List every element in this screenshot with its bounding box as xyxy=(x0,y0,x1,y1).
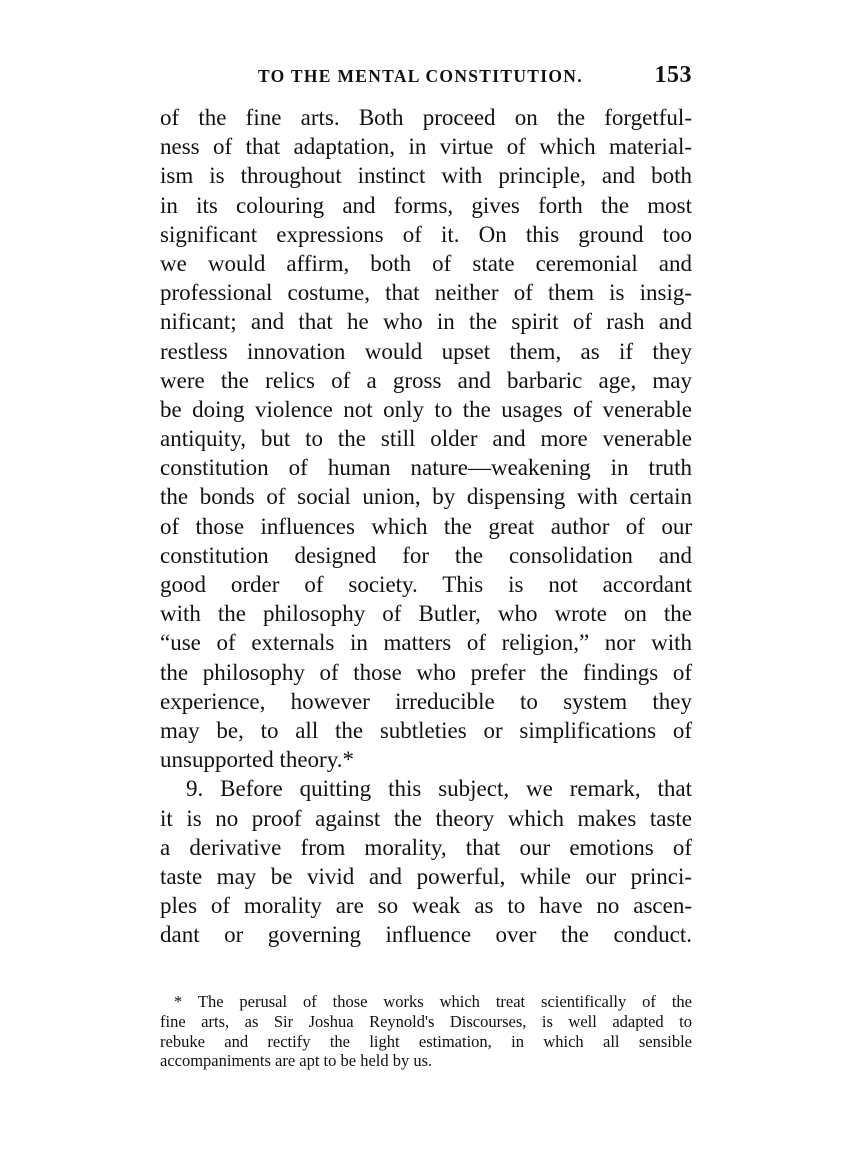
body-line: a derivative from morality, that our emotions of xyxy=(160,834,692,860)
body-text xyxy=(160,103,692,949)
body-line: were the relics of a gross and barbaric age, may xyxy=(160,367,692,393)
body-line: nificant; and that he who in the spirit of rash and xyxy=(160,309,692,335)
body-line: antiquity, but to the still older and more venerable xyxy=(160,426,692,452)
body-line: the bonds of social union, by dispensing with certain xyxy=(160,484,692,510)
body-line: of the fine arts. Both proceed on the forgetful- xyxy=(160,105,692,130)
body-line: professional costume, that neither of them is insig- xyxy=(160,280,692,306)
footnote xyxy=(160,992,692,1071)
body-line: it is no proof against the theory which makes taste xyxy=(160,805,692,831)
body-line: good order of society. This is not accordant xyxy=(160,572,692,597)
body-line: restless innovation would upset them, as if they xyxy=(160,338,692,364)
body-line: ples of morality are so weak as to have no ascen- xyxy=(160,893,692,919)
body-line: “use of externals in matters of religion,” nor with xyxy=(160,630,692,656)
body-line: constitution of human nature—weakening in truth xyxy=(160,455,692,481)
body-line: taste may be vivid and powerful, while our princi- xyxy=(160,863,692,889)
body-line: ness of that adaptation, in virtue of which material- xyxy=(160,134,692,160)
footnote-line: accompaniments are apt to be held by us. xyxy=(160,1051,433,1071)
body-line: we would affirm, both of state ceremonial and xyxy=(160,250,692,276)
body-line: experience, however irreducible to system they xyxy=(160,688,692,714)
footnote-line: rebuke and rectify the light estimation, in which all sensible xyxy=(160,1031,692,1051)
body-line: unsupported theory.* xyxy=(160,747,354,773)
footnote-line: * The perusal of those works which treat scientifically of the xyxy=(174,992,692,1011)
body-line: significant expressions of it. On this ground too xyxy=(160,221,692,247)
body-line: constitution designed for the consolidation and xyxy=(160,542,692,568)
body-line: with the philosophy of Butler, who wrote on the xyxy=(160,601,692,627)
page-number: 153 xyxy=(654,62,692,88)
body-line: ism is throughout instinct with principle, and both xyxy=(160,163,692,189)
body-line: be doing violence not only to the usages of venerable xyxy=(160,396,692,422)
body-line: of those influences which the great author of our xyxy=(160,513,692,539)
body-line: in its colouring and forms, gives forth the most xyxy=(160,192,692,218)
body-line: dant or governing influence over the conduct. xyxy=(160,922,692,948)
paragraph-start-line: 9. Before quitting this subject, we remark, that xyxy=(186,776,692,802)
footnote-line: fine arts, as Sir Joshua Reynold's Discourses, is well adapted to xyxy=(160,1011,692,1031)
running-title: TO THE MENTAL CONSTITUTION. xyxy=(258,66,583,86)
body-line: may be, to all the subtleties or simplifications of xyxy=(160,717,692,743)
running-head xyxy=(160,62,692,90)
body-line: the philosophy of those who prefer the findings of xyxy=(160,659,692,685)
